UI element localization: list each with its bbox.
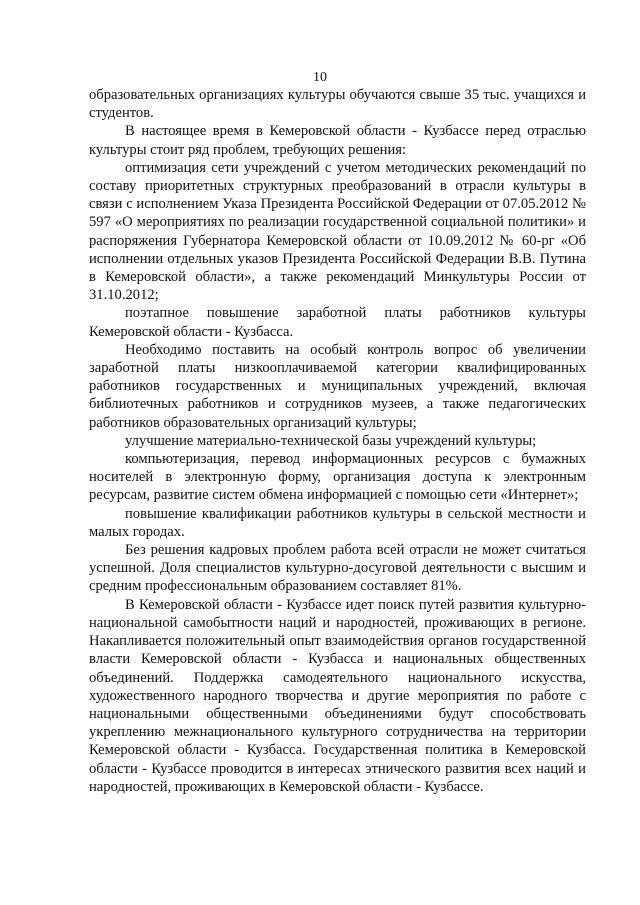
paragraph-national-culture: В Кемеровской области - Кузбассе идет поиск путей развития культурно-национальной самобытности наций и народностей, проживающих в регионе. Накапливается положительный опыт взаимодействия органов государственной власти Кемеровской области - Кузбасса и национальных общественных объединений. Поддержка самодеятельного национального искусства, художественного народного творчества и другие мероприятия по работе с национальными общественными объединениями будут способствовать укреплению межнационального культурного сотрудничества на территории Кемеровской области - Кузбасса. Государственная политика в Кемеровской области - Кузбассе проводится в интересах этнического развития всех наций и народностей, проживающих в Кемеровской области - Кузбассе. <box>89 596 586 795</box>
paragraph-continuation: образовательных организациях культуры обучаются свыше 35 тыс. учащихся и студентов. <box>89 87 586 122</box>
paragraph-salary-increase: поэтапное повышение заработной платы работников культуры Кемеровской области - Кузбасса. <box>89 305 586 340</box>
paragraph-salary-control: Необходимо поставить на особый контроль вопрос об увеличении заработной платы низкооплачиваемой категории квалифицированных работников государственных и муниципальных учреждений, включая библиотечных работников и сотрудников музеев, а также педагогических работников образовательных организаций культуры; <box>89 341 586 431</box>
document-body <box>89 86 586 796</box>
paragraph-computerization: компьютеризация, перевод информационных ресурсов с бумажных носителей в электронную форму, организация доступа к электронным ресурсам, развитие систем обмена информацией с помощью сети «Интернет»; <box>89 451 586 504</box>
paragraph-problems-intro: В настоящее время в Кемеровской области - Кузбассе перед отраслью культуры стоит ряд проблем, требующих решения: <box>89 123 586 158</box>
page-number: 10 <box>313 70 327 85</box>
paragraph-optimization: оптимизация сети учреждений с учетом методических рекомендаций по составу приоритетных структурных преобразований в отрасли культуры в связи с исполнением Указа Президента Российской Федерации от 07.05.2012 № 597 «О мероприятиях по реализации государственной социальной политики» и распоряжения Губернатора Кемеровской области от 10.09.2012 № 60-рг «Об исполнении отдельных указов Президента Российской Федерации В.В. Путина в Кемеровской области», а также рекомендаций Минкультуры России от 31.10.2012; <box>89 159 586 304</box>
paragraph-material-base: улучшение материально-технической базы учреждений культуры; <box>125 432 537 449</box>
paragraph-qualification: повышение квалификации работников культуры в сельской местности и малых городах. <box>89 505 586 540</box>
paragraph-personnel: Без решения кадровых проблем работа всей отрасли не может считаться успешной. Доля специалистов культурно-досуговой деятельности с высшим и средним профессиональным образованием составляет 81%. <box>89 542 586 595</box>
